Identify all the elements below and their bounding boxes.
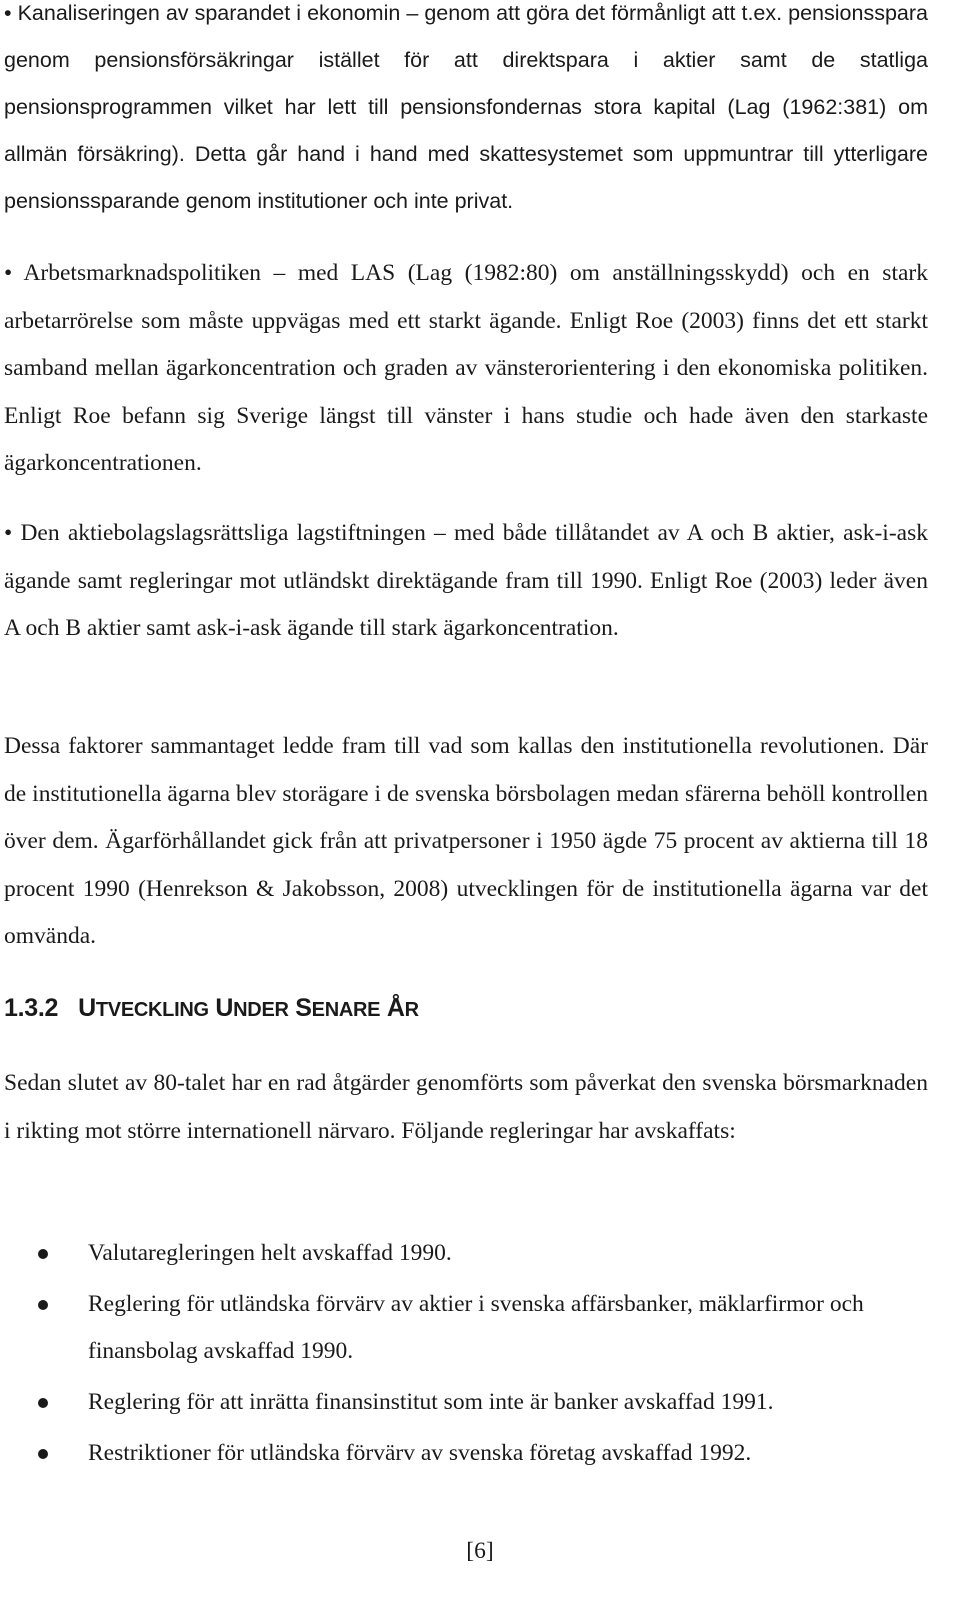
paragraph-arbetsmarknad: • Arbetsmarknadspolitiken – med LAS (Lag (1982:80) om anställningsskydd) och en stark arbetarrörelse som måste uppvägas med ett starkt ägande. Enligt Roe (2003) finns det ett starkt samband mellan ägarkoncentration och graden av vänsterorientering i den ekonomiska politiken. Enligt Roe befann sig Sverige längst till vänster i hans studie och hade även den starkaste ägarkoncentrationen. xyxy=(4,260,928,476)
paragraph-institutionella: Dessa faktorer sammantaget ledde fram till vad som kallas den institutionella revolutionen. Där de institutionella ägarna blev storägare i de svenska börsbolagen medan sfärerna behöll kontrollen över dem. Ägarförhållandet gick från att privatpersoner i 1950 ägde 75 procent av aktierna till 18 procent 1990 (Henrekson & Jakobsson, 2008) utvecklingen för de institutionella ägarna var det omvända. xyxy=(4,733,928,949)
paragraph-kanalisering xyxy=(4,0,928,225)
paragraph-kanalisering-text: • Kanaliseringen av sparandet i ekonomin – genom att göra det förmånligt att t.ex. pensionsspara genom pensionsförsäkringar istället för att direktspara i aktier samt de statliga pensionsprogrammen vilket har lett till pensionsfondernas stora kapital (Lag (1962:381) om allmän försäkring). Detta går hand i hand med skattesystemet som uppmuntrar till ytterligare pensionssparande genom institutioner och inte privat. xyxy=(4,1,928,213)
page-number: [6] xyxy=(466,1538,494,1564)
list-item xyxy=(0,1230,930,1277)
list-item-text: Reglering för utländska förvärv av aktier i svenska affärsbanker, mäklarfirmor och finansbolag avskaffad 1990. xyxy=(88,1291,864,1364)
list-item-text: Reglering för att inrätta finansinstitut som inte är banker avskaffad 1991. xyxy=(88,1389,774,1415)
paragraph-aktiebolag: • Den aktiebolagslagsrättsliga lagstiftningen – med både tillåtandet av A och B aktier, ask-i-ask ägande samt regleringar mot utländskt direktägande fram till 1990. Enligt Roe (2003) leder även A och B aktier samt ask-i-ask ägande till stark ägarkoncentration. xyxy=(4,520,928,641)
list-item-text: Valutaregleringen helt avskaffad 1990. xyxy=(88,1240,452,1266)
paragraph-intro-regleringar: Sedan slutet av 80-talet har en rad åtgärder genomförts som påverkat den svenska börsmarknaden i rikting mot större internationell närvaro. Följande regleringar har avskaffats: xyxy=(4,1070,928,1144)
list-item-text: Restriktioner för utländska förvärv av svenska företag avskaffad 1992. xyxy=(88,1440,752,1466)
section-heading xyxy=(4,994,419,1023)
list-item xyxy=(0,1379,930,1426)
section-title: UTVECKLING UNDER SENARE ÅR xyxy=(78,994,419,1022)
list-item xyxy=(0,1281,930,1375)
bullet-icon xyxy=(38,1300,48,1310)
bullet-icon xyxy=(38,1449,48,1459)
regulation-list xyxy=(0,1230,930,1481)
bullet-icon xyxy=(38,1398,48,1408)
section-number: 1.3.2 xyxy=(4,994,59,1022)
list-item xyxy=(0,1430,930,1477)
bullet-icon xyxy=(38,1249,48,1259)
